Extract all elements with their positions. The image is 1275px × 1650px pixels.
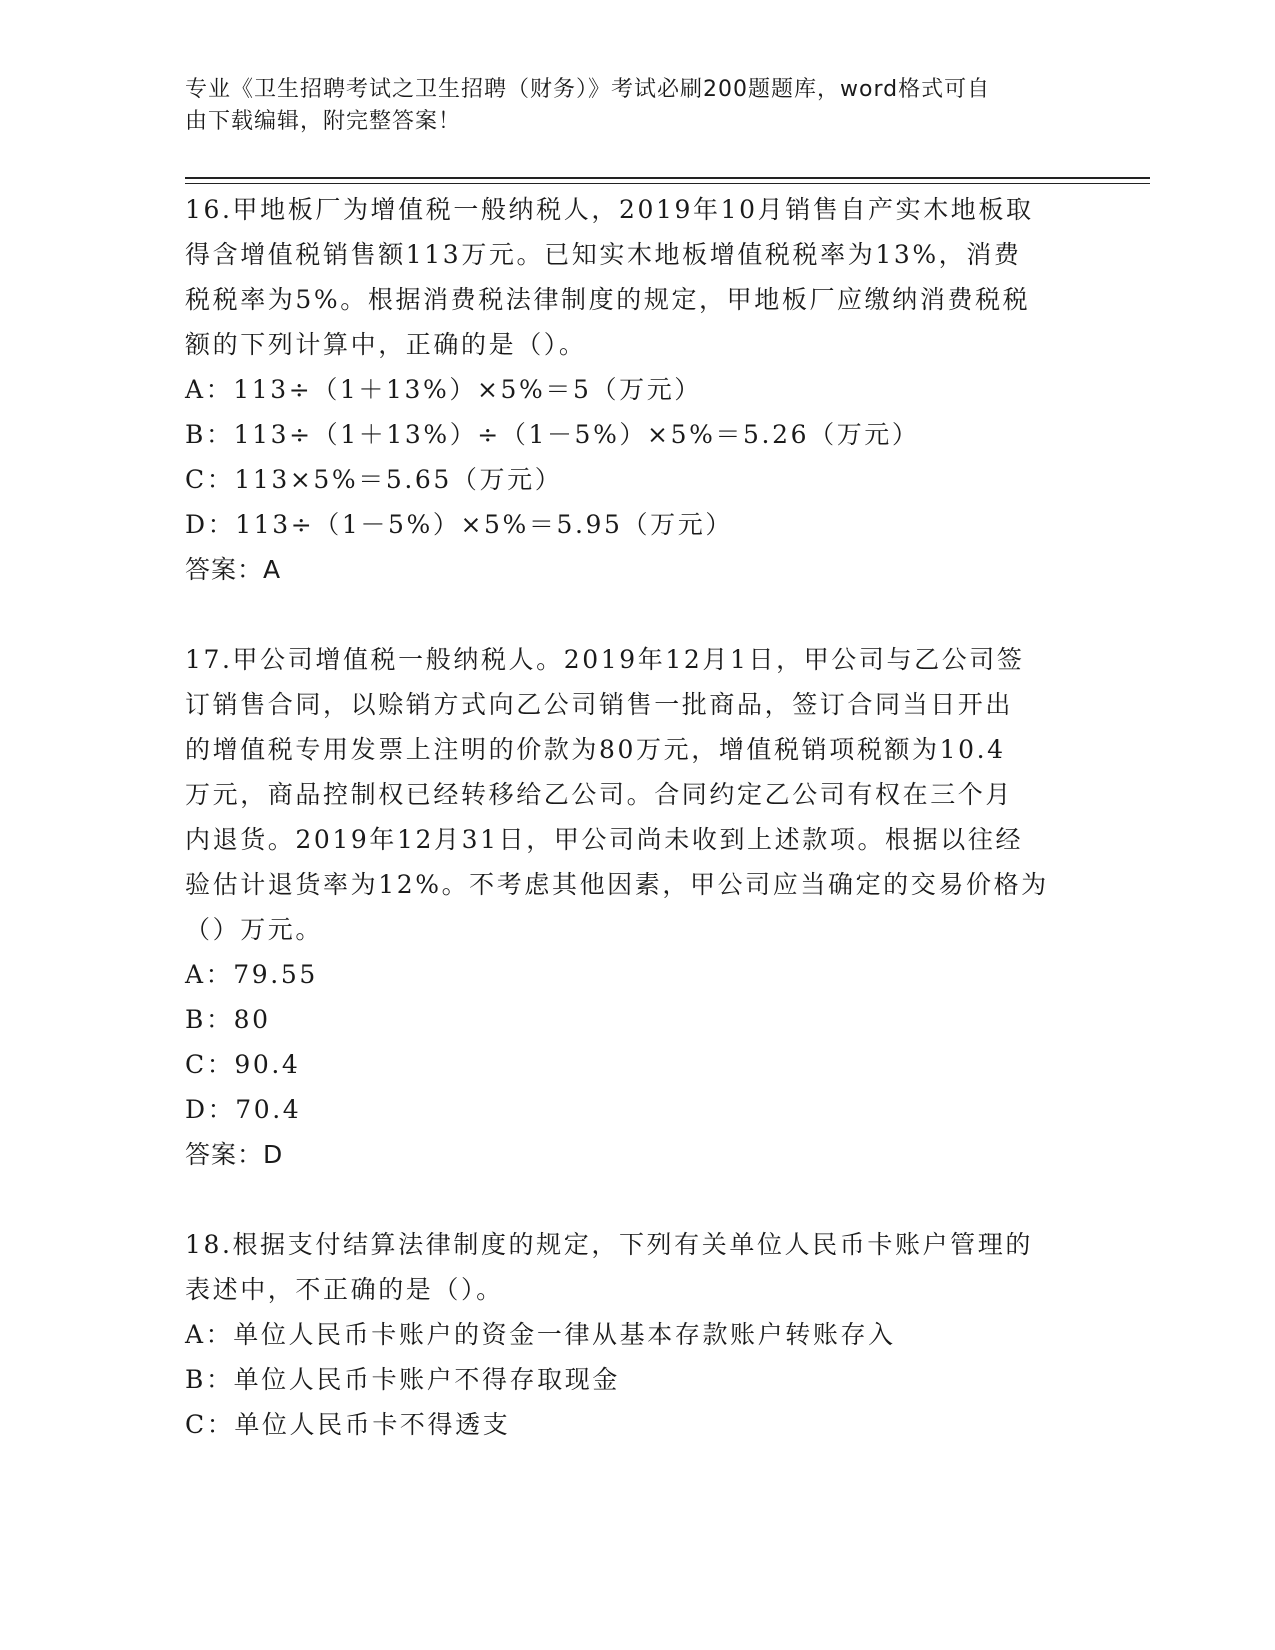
document-header: 专业《卫生招聘考试之卫生招聘（财务）》考试必刷200题题库，word格式可自 由下载编辑，附完整答案！ bbox=[185, 77, 991, 134]
question-stem: 17.甲公司增值税一般纳税人。2019年12月1日，甲公司与乙公司签 订销售合同，以赊销方式向乙公司销售一批商品，签订合同当日开出 的增值税专用发票上注明的价款为80万元，增值税销项税额为10.4 万元，商品控制权已经转移给乙公司。合同约定乙公司有权在三个月 内退货。2019年12月31日，甲公司尚未收到上述款项。根据以往经 验估计退货率为12%。不考虑其他因素，甲公司应当确定的交易价格为 （）万元。 bbox=[185, 645, 1049, 944]
answer-line: 答案：D bbox=[185, 1140, 284, 1169]
option-b: B：113÷（1＋13%）÷（1－5%）×5%＝5.26（万元） bbox=[185, 420, 920, 449]
question-spacer bbox=[185, 1177, 1080, 1222]
option-d: D：70.4 bbox=[185, 1095, 302, 1124]
option-b: B：80 bbox=[185, 1005, 271, 1034]
question-stem: 16.甲地板厂为增值税一般纳税人，2019年10月销售自产实木地板取 得含增值税销售额113万元。已知实木地板增值税税率为13%，消费 税税率为5%。根据消费税法律制度的规定，甲地板厂应缴纳消费税税 额的下列计算中，正确的是（）。 bbox=[185, 195, 1034, 359]
answer-line: 答案：A bbox=[185, 555, 282, 584]
question-spacer bbox=[185, 592, 1080, 637]
option-c: C：单位人民币卡不得透支 bbox=[185, 1410, 511, 1439]
question-17 bbox=[185, 637, 1080, 1177]
option-b: B：单位人民币卡账户不得存取现金 bbox=[185, 1365, 620, 1394]
option-a: A：113÷（1＋13%）×5%＝5（万元） bbox=[185, 375, 702, 404]
option-a: A：79.55 bbox=[185, 960, 318, 989]
option-c: C：90.4 bbox=[185, 1050, 301, 1079]
option-c: C：113×5%＝5.65（万元） bbox=[185, 465, 563, 494]
option-a: A：单位人民币卡账户的资金一律从基本存款账户转账存入 bbox=[185, 1320, 896, 1349]
question-list bbox=[185, 187, 1080, 1447]
option-d: D：113÷（1－5%）×5%＝5.95（万元） bbox=[185, 510, 733, 539]
header-rule-thick bbox=[185, 177, 1150, 179]
question-stem: 18.根据支付结算法律制度的规定，下列有关单位人民币卡账户管理的 表述中，不正确的是（）。 bbox=[185, 1230, 1033, 1304]
header-rule-thin bbox=[185, 183, 1150, 184]
question-16 bbox=[185, 187, 1080, 592]
question-18 bbox=[185, 1222, 1080, 1447]
